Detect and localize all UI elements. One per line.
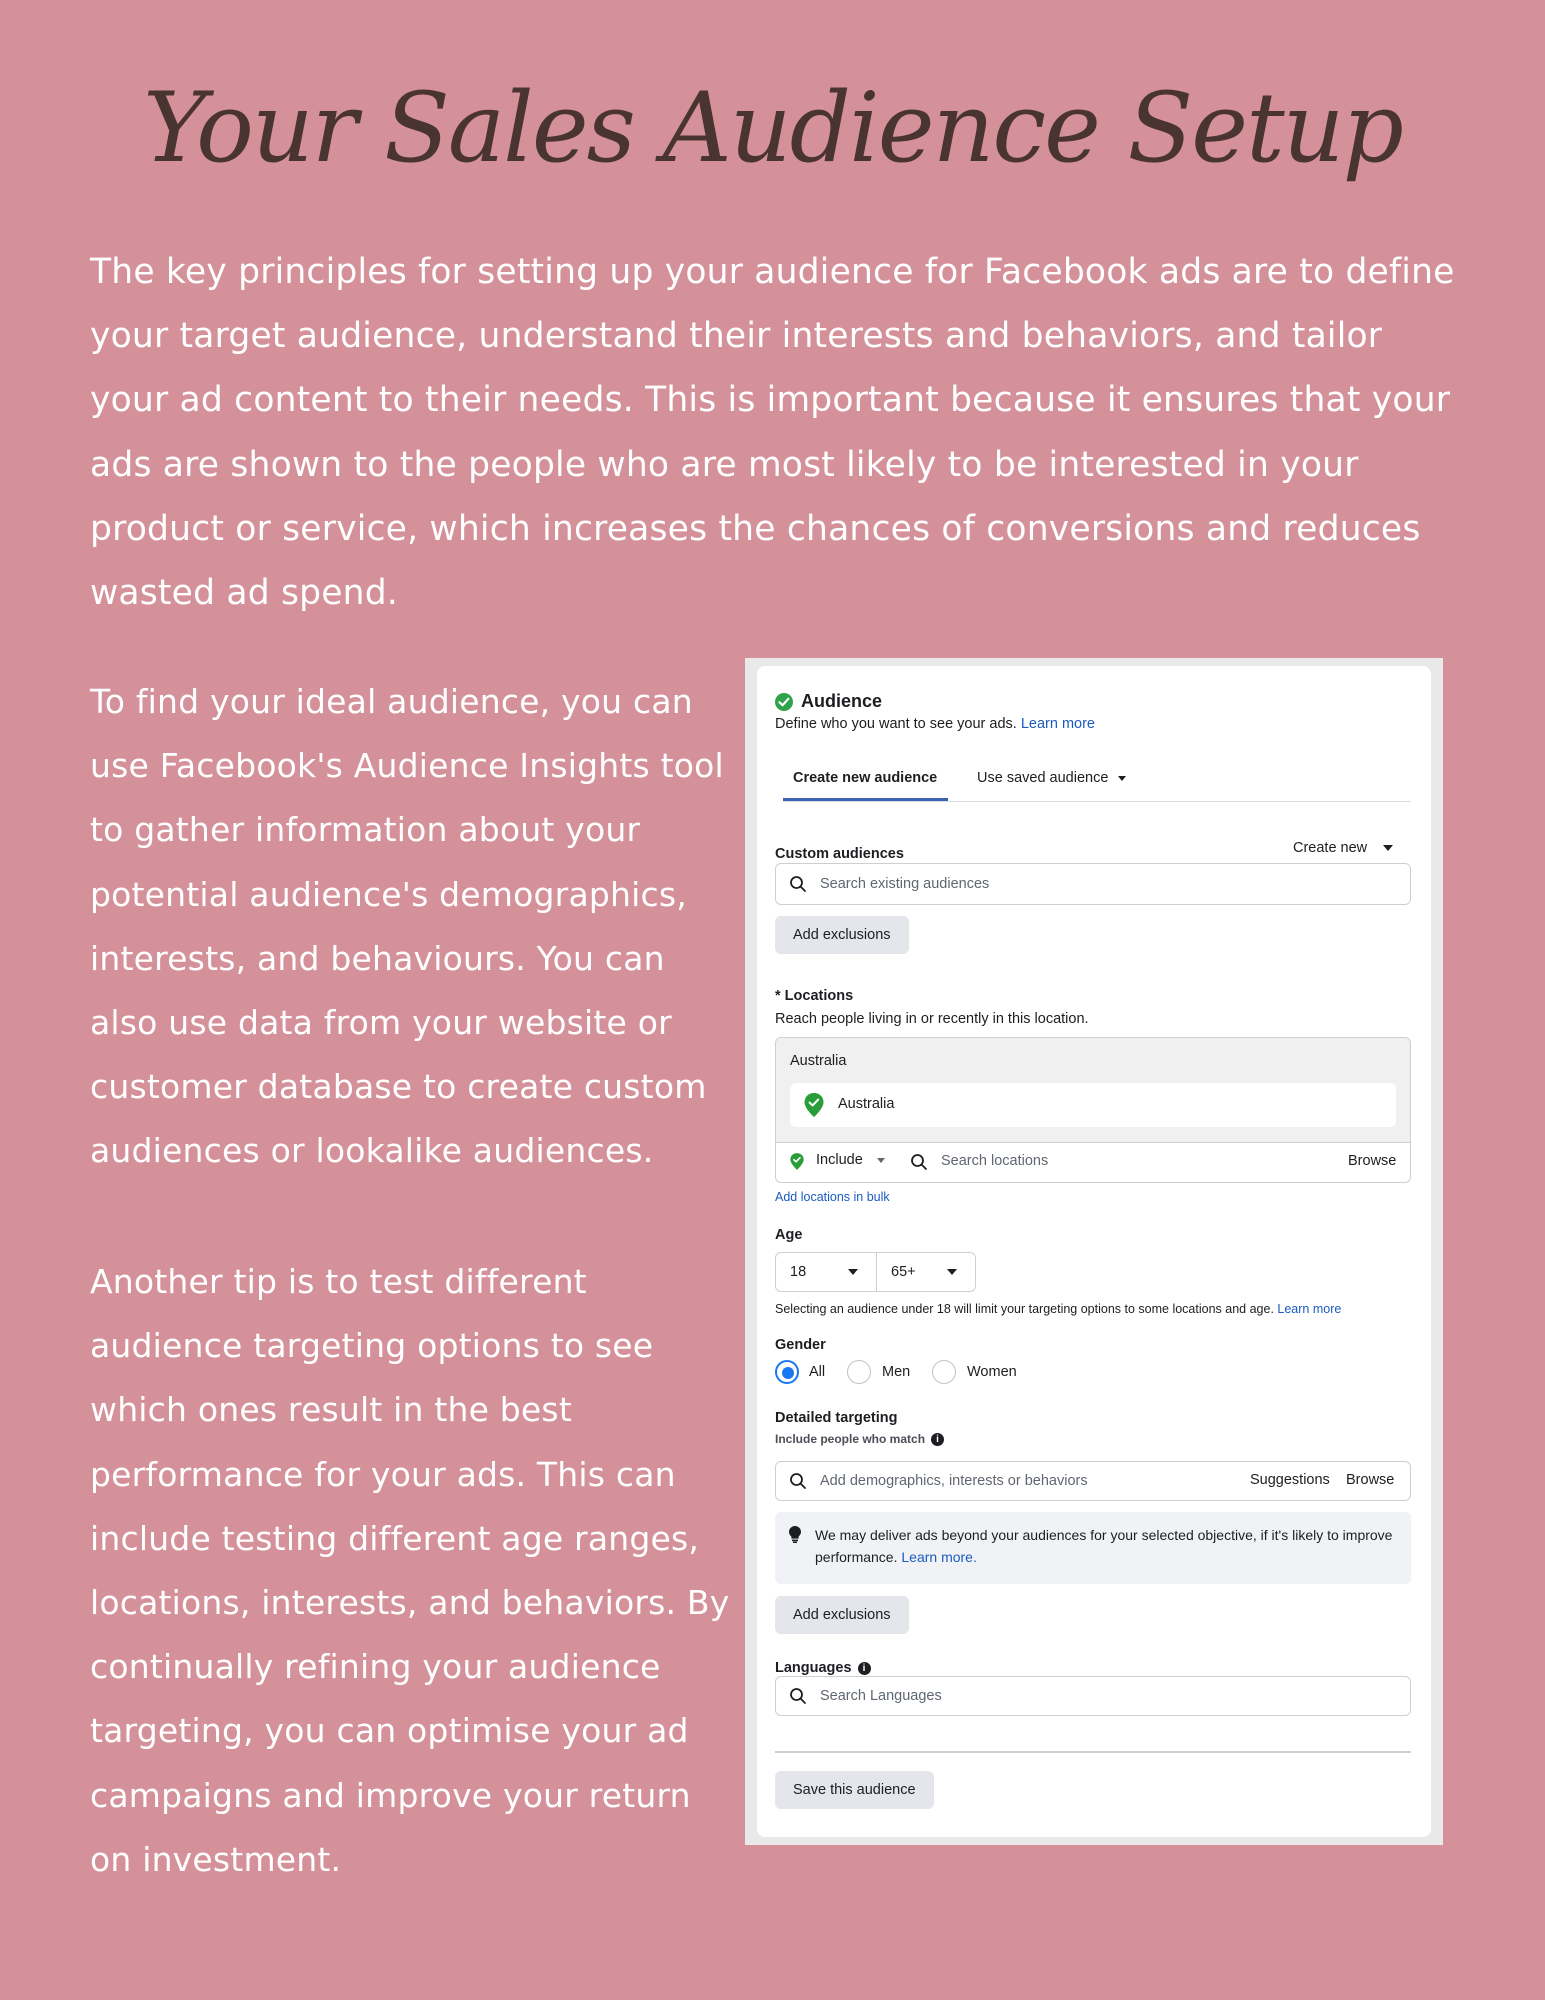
gender-all-label: All: [809, 1364, 826, 1380]
location-group-label: Australia: [790, 1053, 847, 1069]
info-icon: i: [858, 1662, 871, 1675]
gender-label: Gender: [775, 1337, 826, 1353]
intro-paragraph: The key principles for setting up your audience for Facebook ads are to define your target audience, understand their interests and behaviors, and tailor your ad content to their needs. This is important because it ensures that your ads are shown to the people who are most likely to be interested in your product or service, which increases the chances of conversions and reduces wasted ad spend.: [90, 252, 1455, 614]
chevron-down-icon: [1118, 776, 1126, 781]
save-audience-button[interactable]: Save this audience: [775, 1771, 934, 1809]
selected-location-label: Australia: [838, 1096, 895, 1112]
search-icon: [789, 1687, 807, 1705]
gender-men-radio[interactable]: [847, 1360, 871, 1384]
search-icon: [789, 875, 807, 893]
chevron-down-icon: [1383, 845, 1393, 851]
locations-box: [775, 1037, 1411, 1183]
custom-audiences-label: Custom audiences: [775, 846, 904, 862]
search-icon: [910, 1153, 928, 1171]
locations-label: * Locations: [775, 988, 854, 1004]
audience-screenshot: [745, 658, 1443, 1845]
page-title: Your Sales Audience Setup: [143, 72, 1402, 184]
tab-divider: [783, 801, 1411, 802]
languages-label: Languages i: [775, 1660, 871, 1676]
languages-search-input[interactable]: Search Languages: [775, 1676, 1411, 1716]
browse-locations-button[interactable]: Browse: [1348, 1153, 1397, 1169]
notice-learn-more-link[interactable]: Learn more.: [901, 1549, 977, 1565]
tab-use-saved-audience[interactable]: Use saved audience: [977, 770, 1126, 786]
tab-create-new-audience[interactable]: Create new audience: [793, 770, 938, 786]
custom-audience-search-input[interactable]: Search existing audiences: [775, 863, 1411, 905]
age-max-select[interactable]: 65+: [876, 1252, 976, 1292]
location-pin-icon: [804, 1093, 824, 1117]
gender-women-radio[interactable]: [932, 1360, 956, 1384]
testing-tip-paragraph: Another tip is to test different audience targeting options to see which ones result in the best performance for your ads. This can include testing different age ranges, locations, interests, and behaviors. By continually refining your audience targeting, you can optimise your ad campaigns and improve your return on investment.: [90, 1262, 730, 1879]
gender-men-label: Men: [882, 1364, 911, 1380]
learn-more-link[interactable]: Learn more: [1020, 716, 1095, 732]
detailed-targeting-input[interactable]: Add demographics, interests or behaviors Suggestions Browse: [775, 1461, 1411, 1501]
age-label: Age: [775, 1227, 803, 1243]
search-icon: [789, 1472, 807, 1490]
lightbulb-icon: [789, 1526, 801, 1543]
location-group: [776, 1038, 1410, 1143]
audience-title: Audience: [801, 691, 883, 711]
add-exclusions-button[interactable]: Add exclusions: [775, 916, 909, 954]
audience-subtitle: Define who you want to see your ads. Learn more: [775, 716, 1095, 732]
expansion-notice: [775, 1512, 1411, 1584]
detailed-targeting-label: Detailed targeting: [775, 1410, 898, 1426]
add-locations-bulk-link[interactable]: Add locations in bulk: [775, 1190, 890, 1204]
create-new-dropdown[interactable]: Create new: [1293, 840, 1393, 856]
location-search-input[interactable]: Search locations: [941, 1153, 1049, 1169]
age-learn-more-link[interactable]: Learn more: [1277, 1302, 1342, 1316]
include-people-label: Include people who match i: [775, 1432, 944, 1446]
selected-location-chip[interactable]: [790, 1083, 1396, 1127]
info-icon: i: [931, 1433, 944, 1446]
gender-women-label: Women: [967, 1364, 1017, 1380]
expansion-notice-text: We may deliver ads beyond your audiences for your selected objective, if it's likely to improve performance. Learn more.: [815, 1527, 1393, 1565]
age-note: Selecting an audience under 18 will limit your targeting options to some locations and age. Learn more: [775, 1302, 1342, 1316]
include-dropdown[interactable]: Include: [816, 1152, 885, 1168]
suggestions-button[interactable]: Suggestions: [1250, 1472, 1330, 1488]
audience-card: [757, 666, 1431, 1837]
section-divider: [775, 1751, 1411, 1753]
age-min-select[interactable]: 18: [775, 1252, 877, 1292]
browse-targeting-button[interactable]: Browse: [1346, 1472, 1395, 1488]
check-circle-icon: [775, 693, 793, 711]
gender-all-radio[interactable]: [775, 1360, 799, 1384]
chevron-down-icon: [848, 1269, 858, 1275]
add-exclusions-targeting-button[interactable]: Add exclusions: [775, 1596, 909, 1634]
chevron-down-icon: [947, 1269, 957, 1275]
active-tab-indicator: [783, 798, 948, 801]
locations-description: Reach people living in or recently in this location.: [775, 1011, 1089, 1027]
chevron-down-icon: [877, 1158, 885, 1163]
location-pin-icon: [790, 1153, 804, 1170]
audience-insights-paragraph: To find your ideal audience, you can use Facebook's Audience Insights tool to gather information about your potential audience's demographics, interests, and behaviours. You can also use data from your website or customer database to create custom audiences or lookalike audiences.: [90, 682, 724, 1171]
